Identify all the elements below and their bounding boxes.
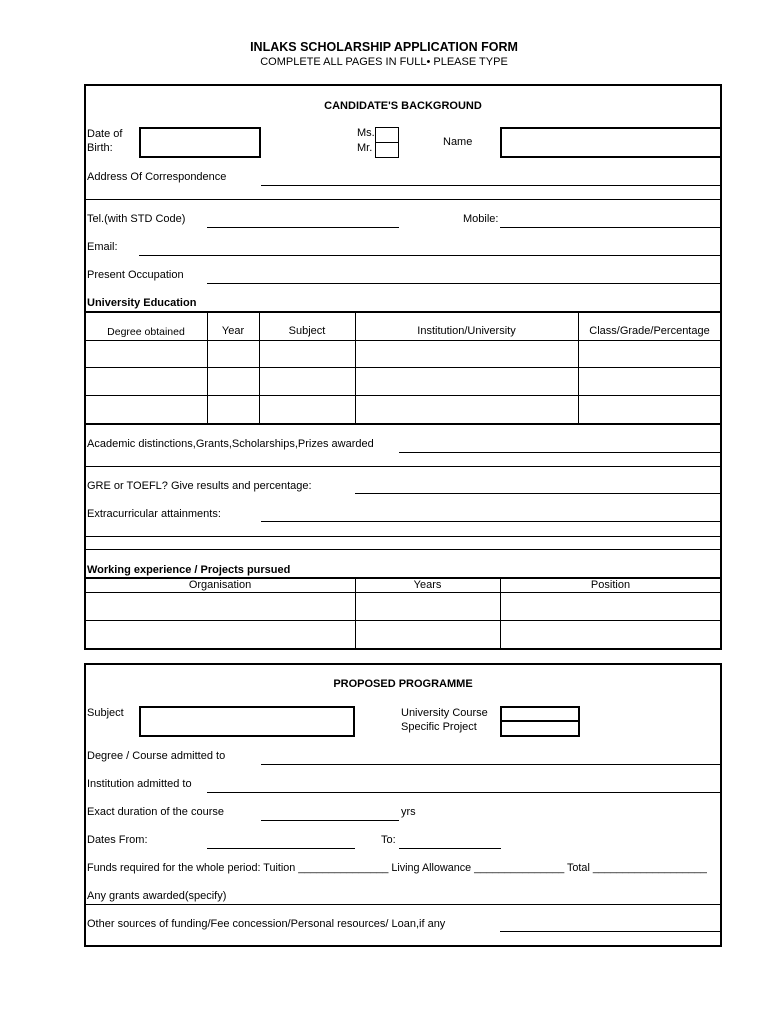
mr-label: Mr.	[357, 142, 373, 154]
address-line-2[interactable]	[85, 199, 721, 200]
distinctions-label: Academic distinctions,Grants,Scholarships,Prizes awarded	[87, 438, 374, 450]
name-label: Name	[443, 136, 473, 148]
other-funding-label: Other sources of funding/Fee concession/Personal resources/ Loan,if any	[87, 918, 446, 930]
work-table-row-line	[85, 592, 721, 593]
edu-table-row-line	[85, 395, 721, 396]
extracurricular-line-1[interactable]	[261, 521, 721, 522]
distinctions-line-1[interactable]	[399, 452, 721, 453]
subject-label: Subject	[87, 707, 124, 719]
gre-line[interactable]	[355, 493, 721, 494]
funds-required-label: Funds required for the whole period: Tuition _______________ Living Allowance _______________ Total ___________________	[87, 862, 707, 874]
tel-line[interactable]	[207, 227, 399, 228]
extracurricular-line-2[interactable]	[85, 536, 721, 537]
specific-project-label: Specific Project	[401, 721, 477, 733]
gre-label: GRE or TOEFL? Give results and percentage:	[87, 480, 312, 492]
form-title: INLAKS SCHOLARSHIP APPLICATION FORM	[250, 40, 518, 54]
work-col-header-years: Years	[413, 579, 442, 591]
institution-admitted-label: Institution admitted to	[87, 778, 192, 790]
grants-awarded-label: Any grants awarded(specify)	[87, 890, 227, 902]
edu-table-bottom	[85, 423, 721, 425]
edu-col-header-degree: Degree obtained	[107, 326, 185, 338]
edu-col-header-subject: Subject	[288, 325, 326, 337]
to-label: To:	[381, 834, 396, 846]
dob-label-line1: Date of	[87, 128, 123, 140]
mobile-line[interactable]	[500, 227, 721, 228]
dates-from-line[interactable]	[207, 848, 355, 849]
work-table-row-line	[85, 620, 721, 621]
work-experience-label: Working experience / Projects pursued	[87, 564, 291, 576]
edu-col-header-year: Year	[221, 325, 245, 337]
duration-line[interactable]	[261, 820, 399, 821]
university-education-label: University Education	[87, 297, 197, 309]
occupation-line[interactable]	[207, 283, 721, 284]
degree-admitted-line[interactable]	[261, 764, 721, 765]
degree-admitted-label: Degree / Course admitted to	[87, 750, 226, 762]
subject-field[interactable]	[139, 706, 355, 737]
edu-table-top	[85, 311, 721, 313]
tel-label: Tel.(with STD Code)	[87, 213, 186, 225]
edu-col-header-institution: Institution/University	[417, 325, 516, 337]
specific-project-checkbox[interactable]	[500, 720, 580, 737]
date-of-birth-field[interactable]	[139, 127, 261, 158]
work-col-header-position: Position	[590, 579, 631, 591]
email-line[interactable]	[139, 255, 721, 256]
university-course-label: University Course	[401, 707, 488, 719]
programme-heading: PROPOSED PROGRAMME	[333, 678, 473, 690]
dates-to-line[interactable]	[399, 848, 501, 849]
edu-table-row-line	[85, 367, 721, 368]
ms-checkbox[interactable]	[375, 127, 399, 143]
work-col-header-organisation: Organisation	[188, 579, 252, 591]
occupation-label: Present Occupation	[87, 269, 184, 281]
yrs-label: yrs	[401, 806, 416, 818]
address-label: Address Of Correspondence	[87, 171, 227, 183]
other-funding-line[interactable]	[500, 931, 721, 932]
extracurricular-line-3[interactable]	[85, 549, 721, 550]
mr-checkbox[interactable]	[375, 142, 399, 158]
dates-from-label: Dates From:	[87, 834, 148, 846]
extracurricular-label: Extracurricular attainments:	[87, 508, 221, 520]
grants-awarded-line[interactable]	[85, 904, 721, 905]
address-line-1[interactable]	[261, 185, 721, 186]
form-subtitle: COMPLETE ALL PAGES IN FULL• PLEASE TYPE	[260, 56, 508, 68]
name-field[interactable]	[500, 127, 722, 158]
email-label: Email:	[87, 241, 118, 253]
ms-label: Ms.	[357, 127, 375, 139]
background-heading: CANDIDATE'S BACKGROUND	[324, 100, 482, 112]
duration-label: Exact duration of the course	[87, 806, 224, 818]
institution-admitted-line[interactable]	[207, 792, 721, 793]
mobile-label: Mobile:	[463, 213, 499, 225]
edu-col-header-class: Class/Grade/Percentage	[589, 325, 710, 337]
distinctions-line-2[interactable]	[85, 466, 721, 467]
edu-table-row-line	[85, 340, 721, 341]
dob-label-line2: Birth:	[87, 142, 113, 154]
